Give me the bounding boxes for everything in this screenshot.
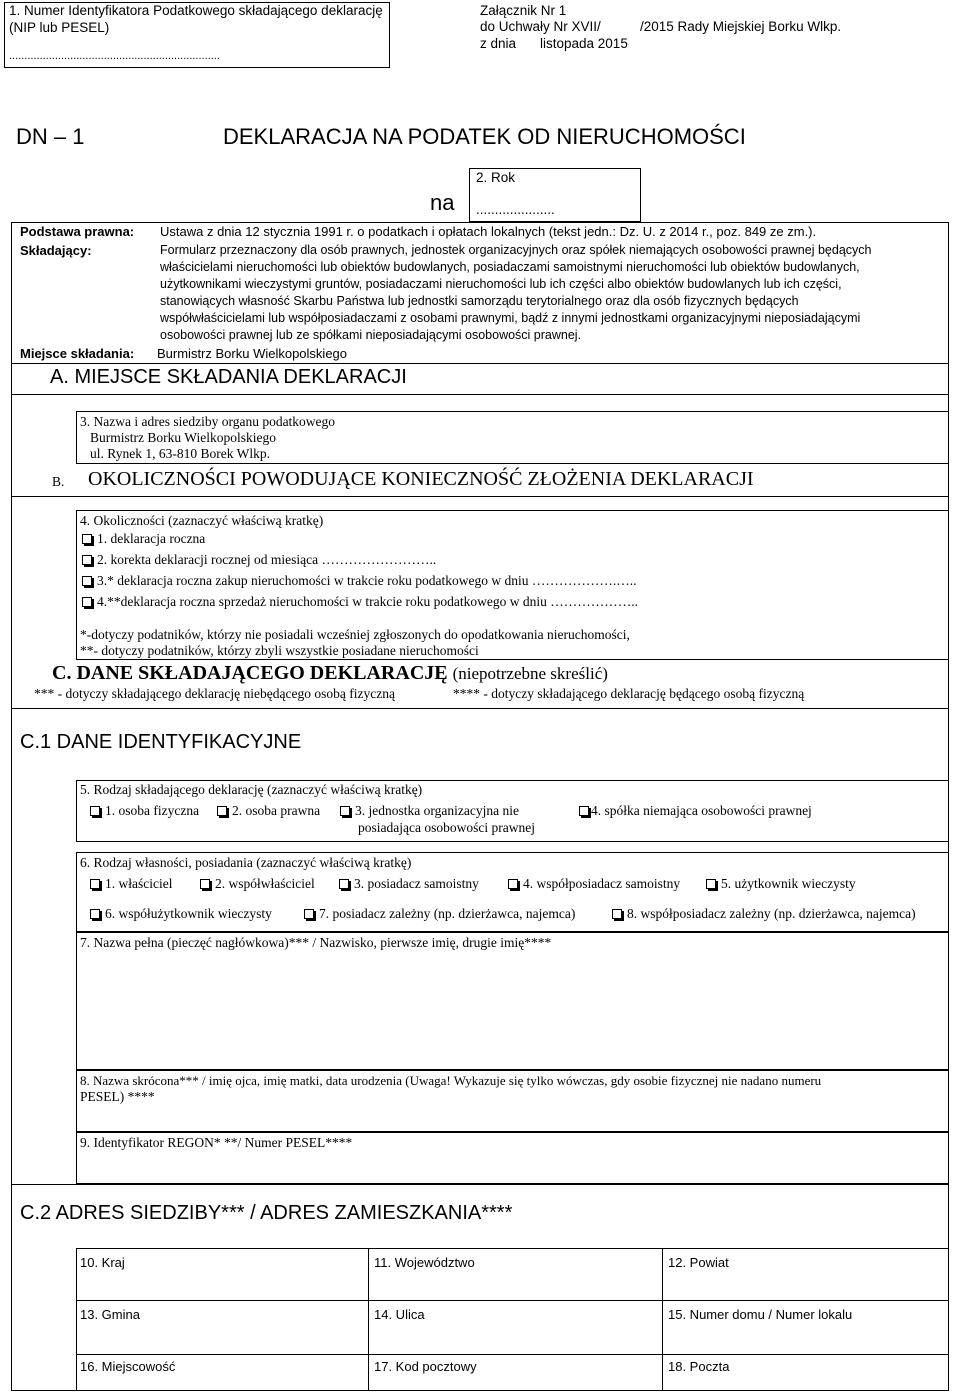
circumstance-option-1[interactable] <box>82 531 205 547</box>
form-code: DN – 1 <box>16 124 85 149</box>
address-grid-col-divider-2 <box>662 1248 663 1391</box>
submitter-label: Składający: <box>20 243 92 258</box>
checkbox-icon[interactable] <box>304 909 314 919</box>
submitter-type-4[interactable] <box>579 803 812 819</box>
c2-top-divider <box>11 1184 949 1185</box>
attachment-resolution-council: /2015 Rady Miejskiej Borku Wlkp. <box>640 19 842 34</box>
section-c-title-wrap <box>52 662 608 685</box>
ownership-type-8[interactable] <box>612 906 916 922</box>
circumstance-option-4-label: 4.**deklaracja roczna sprzedaż nieruchomości w trakcie roku podatkowego w dniu ……………….. <box>97 594 638 609</box>
section-c1-title: C.1 DANE IDENTYFIKACYJNE <box>20 731 302 753</box>
ownership-type-label: 6. Rodzaj własności, posiadania (zaznaczyć właściwą kratkę) <box>80 855 412 870</box>
ownership-type-5-label: 5. użytkownik wieczysty <box>721 876 856 891</box>
legal-basis-text: Ustawa z dnia 12 stycznia 1991 r. o podatkach i opłatach lokalnych (tekst jedn.: Dz. U. z 2014 r., poz. 849 ze zm.). <box>160 224 817 239</box>
ownership-type-6[interactable] <box>90 906 272 922</box>
address-grid-row-divider-2 <box>76 1354 949 1355</box>
submitter-type-1[interactable] <box>90 803 199 819</box>
section-c-divider <box>11 708 949 709</box>
frame-left <box>11 222 12 1391</box>
section-c-note-left: *** - dotyczy składającego deklarację niebędącego osobą fizyczną <box>34 686 395 701</box>
ownership-type-7-label: 7. posiadacz zależny (np. dzierżawca, najemca) <box>319 906 576 921</box>
checkbox-icon[interactable] <box>82 534 92 544</box>
circumstance-option-1-label: 1. deklaracja roczna <box>97 531 206 546</box>
attachment-date-month: listopada 2015 <box>540 36 628 51</box>
short-name-label-cont: PESEL) **** <box>80 1089 155 1104</box>
street-field[interactable]: 14. Ulica <box>374 1307 425 1322</box>
house-number-field[interactable]: 15. Numer domu / Numer lokalu <box>668 1307 853 1322</box>
circumstances-label: 4. Okoliczności (zaznaczyć właściwą kratkę) <box>80 513 324 528</box>
full-name-label: 7. Nazwa pełna (pieczęć nagłówkowa)*** / Nazwisko, pierwsze imię, drugie imię**** <box>80 935 552 950</box>
tax-office-address: ul. Rynek 1, 63-810 Borek Wlkp. <box>90 446 270 461</box>
section-c-note-right: **** - dotyczy składającego deklarację będącego osobą fizyczną <box>453 686 805 701</box>
submitter-line-4: stanowiących własność Skarbu Państwa lub jednostki samorządu terytorialnego oraz dla osób fizycznych będących <box>160 294 799 308</box>
city-field[interactable]: 16. Miejscowość <box>80 1359 176 1374</box>
attachment-title: Załącznik Nr 1 <box>480 3 567 18</box>
taxpayer-id-sublabel: (NIP lub PESEL) <box>9 20 110 35</box>
submission-place-text: Burmistrz Borku Wielkopolskiego <box>157 346 348 361</box>
attachment-date: z dnia <box>480 36 517 51</box>
taxpayer-id-label: 1. Numer Identyfikatora Podatkowego składającego deklarację <box>9 3 383 18</box>
circumstance-option-4[interactable] <box>82 594 638 610</box>
year-label: 2. Rok <box>476 170 516 185</box>
ownership-type-3[interactable] <box>339 876 479 892</box>
submitter-line-3: użytkownikami wieczystymi gruntów, posiadaczami nieruchomości lub ich części albo obiektów budowlanych lub ich części, <box>160 277 842 291</box>
ownership-type-8-label: 8. współposiadacz zależny (np. dzierżawca, najemca) <box>627 906 916 921</box>
county-field[interactable]: 12. Powiat <box>668 1255 729 1270</box>
short-name-label: 8. Nazwa skrócona*** / imię ojca, imię matki, data urodzenia (Uwaga! Wykazuje się tylko wówczas, gdy osobie fizycznej nie nadano numeru <box>80 1073 822 1088</box>
year-field[interactable]: ..................... <box>476 202 555 217</box>
ownership-type-2[interactable] <box>200 876 315 892</box>
ownership-type-6-label: 6. współużytkownik wieczysty <box>105 906 272 921</box>
regon-pesel-label: 9. Identyfikator REGON* **/ Numer PESEL**** <box>80 1135 353 1150</box>
checkbox-icon[interactable] <box>339 879 349 889</box>
circumstance-option-3-label: 3.* deklaracja roczna zakup nieruchomości w trakcie roku podatkowego w dniu ……………….….. <box>97 573 637 588</box>
submission-place-label: Miejsce składania: <box>20 346 135 361</box>
circumstance-note-2: **- dotyczy podatników, którzy zbyli wszystkie posiadane nieruchomości <box>80 643 479 658</box>
ownership-type-1[interactable] <box>90 876 172 892</box>
checkbox-icon[interactable] <box>82 597 92 607</box>
section-c2-title: C.2 ADRES SIEDZIBY*** / ADRES ZAMIESZKANIA**** <box>20 1202 513 1224</box>
checkbox-icon[interactable] <box>706 879 716 889</box>
submitter-type-3[interactable] <box>340 803 519 819</box>
circumstance-option-2[interactable] <box>82 552 436 568</box>
checkbox-icon[interactable] <box>340 806 350 816</box>
full-name-field[interactable] <box>76 932 949 1070</box>
checkbox-icon[interactable] <box>612 909 622 919</box>
submitter-type-3-cont: posiadająca osobowości prawnej <box>358 820 535 835</box>
circumstance-note-1: *-dotyczy podatników, którzy nie posiadali wcześniej zgłoszonych do opodatkowania nieruchomości, <box>80 627 630 642</box>
submitter-line-2: właścicielami nieruchomości lub obiektów budowlanych, posiadaczami samoistnymi nieruchomości lub obiektów budowlanych, <box>160 260 860 274</box>
ownership-type-4[interactable] <box>508 876 680 892</box>
municipality-field[interactable]: 13. Gmina <box>80 1307 140 1322</box>
attachment-resolution: do Uchwały Nr XVII/ <box>480 19 601 34</box>
checkbox-icon[interactable] <box>200 879 210 889</box>
address-grid-row-divider-1 <box>76 1300 949 1301</box>
section-b-letter: B. <box>52 474 65 489</box>
country-field[interactable]: 10. Kraj <box>80 1255 125 1270</box>
section-b-title: OKOLICZNOŚCI POWODUJĄCE KONIECZNOŚĆ ZŁOŻENIA DEKLARACJI <box>88 468 754 490</box>
section-c-title-note: (niepotrzebne skreślić) <box>452 664 608 683</box>
ownership-type-5[interactable] <box>706 876 856 892</box>
tax-office-name: Burmistrz Borku Wielkopolskiego <box>90 430 276 445</box>
submitter-line-6: osobowości prawnej lub ze spółkami nieposiadającymi osobowości prawnej. <box>160 328 582 342</box>
submitter-type-2-label: 2. osoba prawna <box>232 803 321 818</box>
submitter-type-3-label: 3. jednostka organizacyjna nie <box>355 803 519 818</box>
section-a-divider <box>11 394 949 395</box>
submitter-line-5: współwłaścicielami lub współposiadaczami z osobami prawnymi, bądź z innymi jednostkami organizacyjnymi nieposiadającymi <box>160 311 861 325</box>
checkbox-icon[interactable] <box>82 555 92 565</box>
submitter-line-1: Formularz przeznaczony dla osób prawnych, jednostek organizacyjnych oraz spółek niemających osobowości prawnej będących <box>160 243 872 257</box>
ownership-type-2-label: 2. współwłaściciel <box>215 876 315 891</box>
submitter-type-label: 5. Rodzaj składającego deklarację (zaznaczyć właściwą kratkę) <box>80 782 423 797</box>
section-c-title: C. DANE SKŁADAJĄCEGO DEKLARACJĘ <box>52 662 448 684</box>
section-a-title: A. MIEJSCE SKŁADANIA DEKLARACJI <box>50 366 407 388</box>
submitter-type-4-label: 4. spółka niemająca osobowości prawnej <box>591 803 812 818</box>
ownership-type-3-label: 3. posiadacz samoistny <box>354 876 479 891</box>
submitter-type-2[interactable] <box>217 803 320 819</box>
circumstance-option-3[interactable] <box>82 573 636 589</box>
checkbox-icon[interactable] <box>508 879 518 889</box>
form-title: DEKLARACJA NA PODATEK OD NIERUCHOMOŚCI <box>223 124 746 149</box>
taxpayer-id-field[interactable]: ..................................................................... <box>9 50 220 62</box>
checkbox-icon[interactable] <box>579 806 589 816</box>
basis-divider <box>11 363 949 364</box>
submitter-type-1-label: 1. osoba fizyczna <box>105 803 200 818</box>
post-office-field[interactable]: 18. Poczta <box>668 1359 730 1374</box>
ownership-type-1-label: 1. właściciel <box>105 876 173 891</box>
ownership-type-4-label: 4. współposiadacz samoistny <box>523 876 681 891</box>
ownership-type-7[interactable] <box>304 906 575 922</box>
checkbox-icon[interactable] <box>82 576 92 586</box>
section-b-divider <box>11 496 949 497</box>
postal-code-field[interactable]: 17. Kod pocztowy <box>374 1359 477 1374</box>
frame-top <box>11 222 949 223</box>
circumstance-option-2-label: 2. korekta deklaracji rocznej od miesiąca …………………….. <box>97 552 437 567</box>
checkbox-icon[interactable] <box>217 806 227 816</box>
legal-basis-label: Podstawa prawna: <box>20 224 135 239</box>
checkbox-icon[interactable] <box>90 909 100 919</box>
year-prefix: na <box>430 190 455 215</box>
checkbox-icon[interactable] <box>90 879 100 889</box>
address-grid-col-divider-1 <box>368 1248 369 1391</box>
tax-office-label: 3. Nazwa i adres siedziby organu podatkowego <box>80 414 336 429</box>
checkbox-icon[interactable] <box>90 806 100 816</box>
voivodeship-field[interactable]: 11. Województwo <box>374 1255 475 1270</box>
